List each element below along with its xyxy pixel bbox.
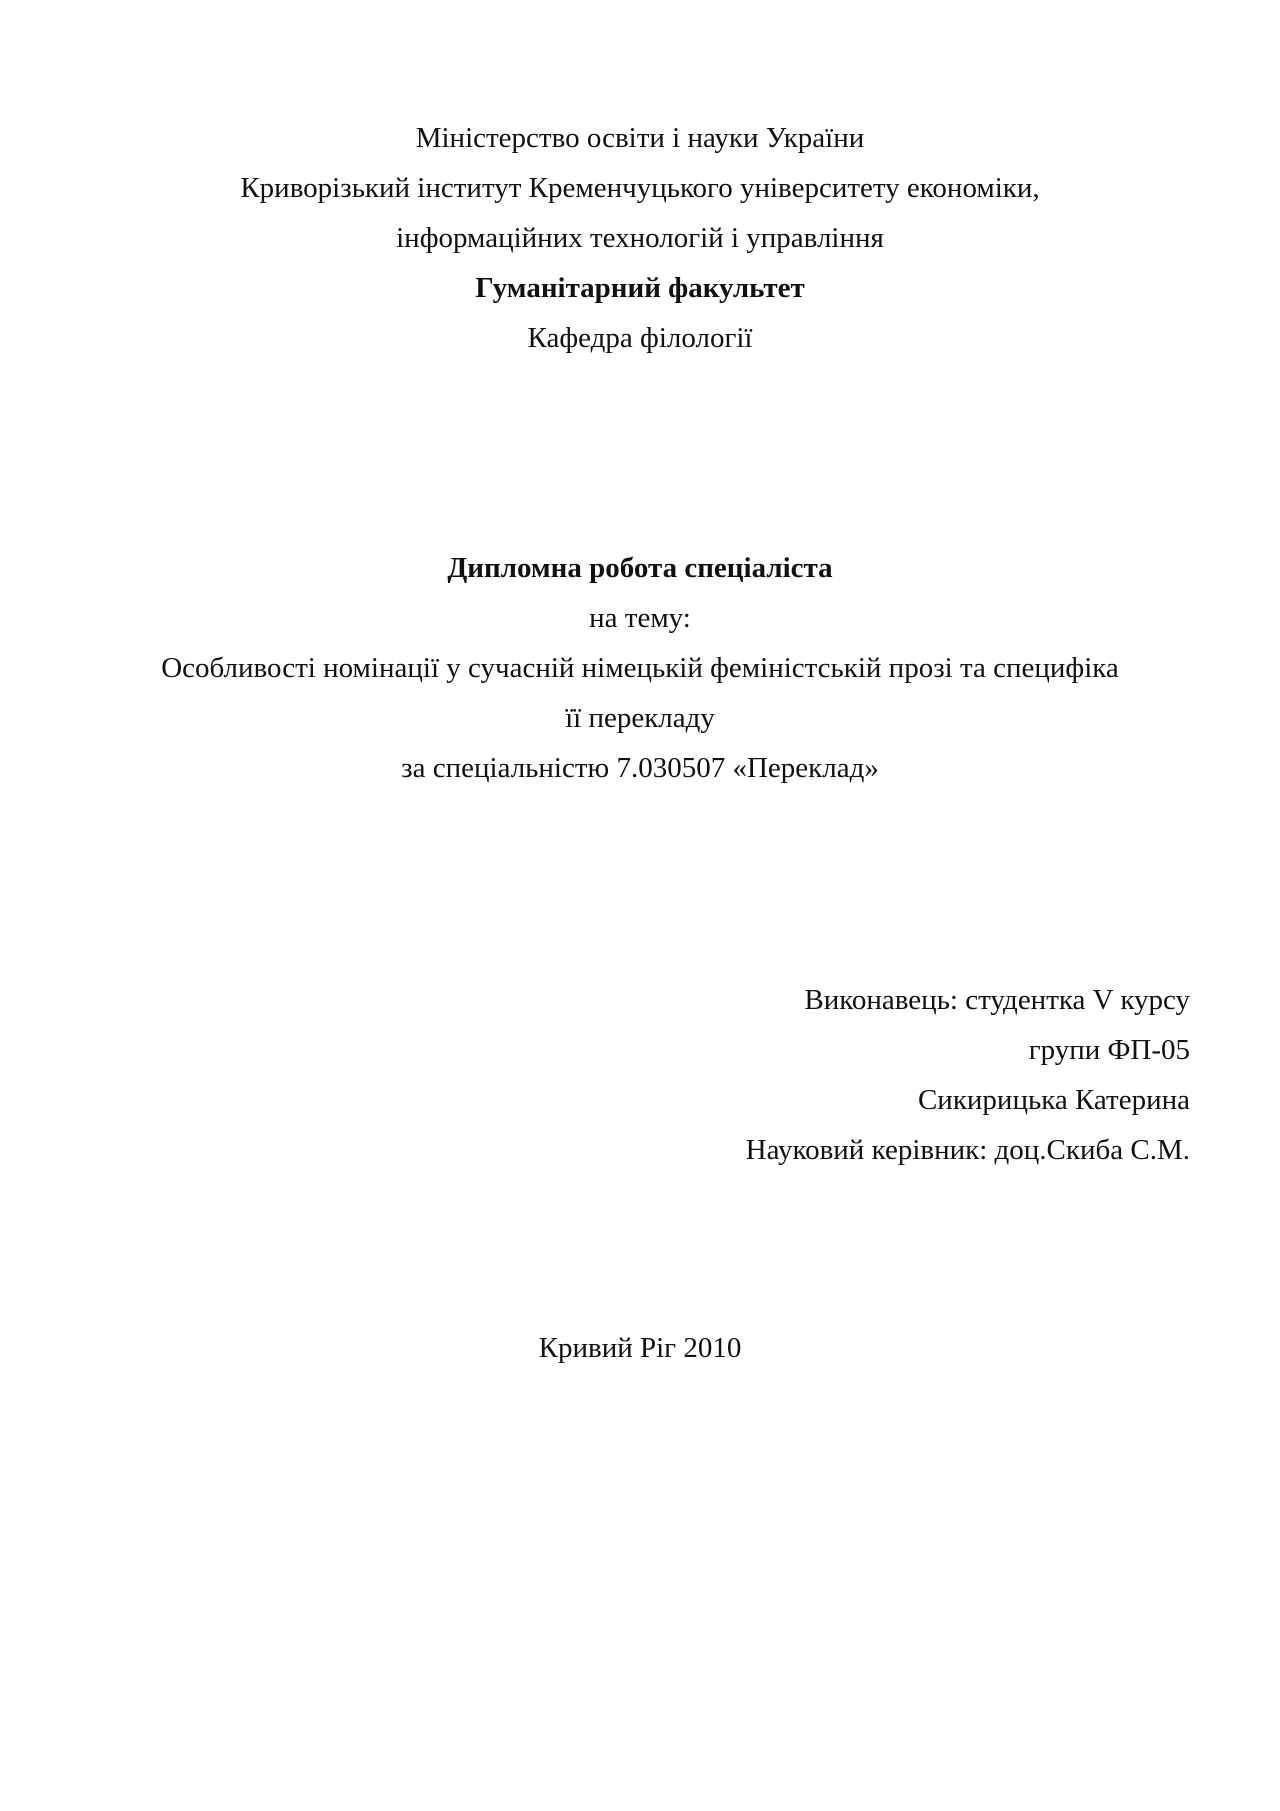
institute-line-2: інформаційних технологій і управління — [396, 222, 884, 254]
supervisor-line: Науковий керівник: доц.Скиба С.М. — [745, 1134, 1190, 1166]
topic-line-2: її перекладу — [565, 702, 715, 734]
faculty-line: Гуманітарний факультет — [475, 272, 805, 304]
topic-line-1: Особливості номінації у сучасній німецькій феміністській прозі та специфіка — [161, 652, 1119, 684]
author-name-line: Сикирицька Катерина — [917, 1084, 1190, 1116]
department-line: Кафедра філології — [527, 322, 753, 354]
topic-label: на тему: — [589, 602, 691, 634]
work-type-title: Дипломна робота спеціаліста — [447, 552, 833, 584]
group-line: групи ФП-05 — [1028, 1034, 1190, 1066]
specialty-line: за спеціальністю 7.030507 «Переклад» — [401, 752, 879, 784]
ministry-line: Міністерство освіти і науки України — [415, 122, 865, 154]
city-year-line: Кривий Ріг 2010 — [538, 1332, 742, 1364]
performer-line: Виконавець: студентка V курсу — [804, 984, 1190, 1016]
institute-line-1: Криворізький інститут Кременчуцького університету економіки, — [240, 172, 1040, 204]
